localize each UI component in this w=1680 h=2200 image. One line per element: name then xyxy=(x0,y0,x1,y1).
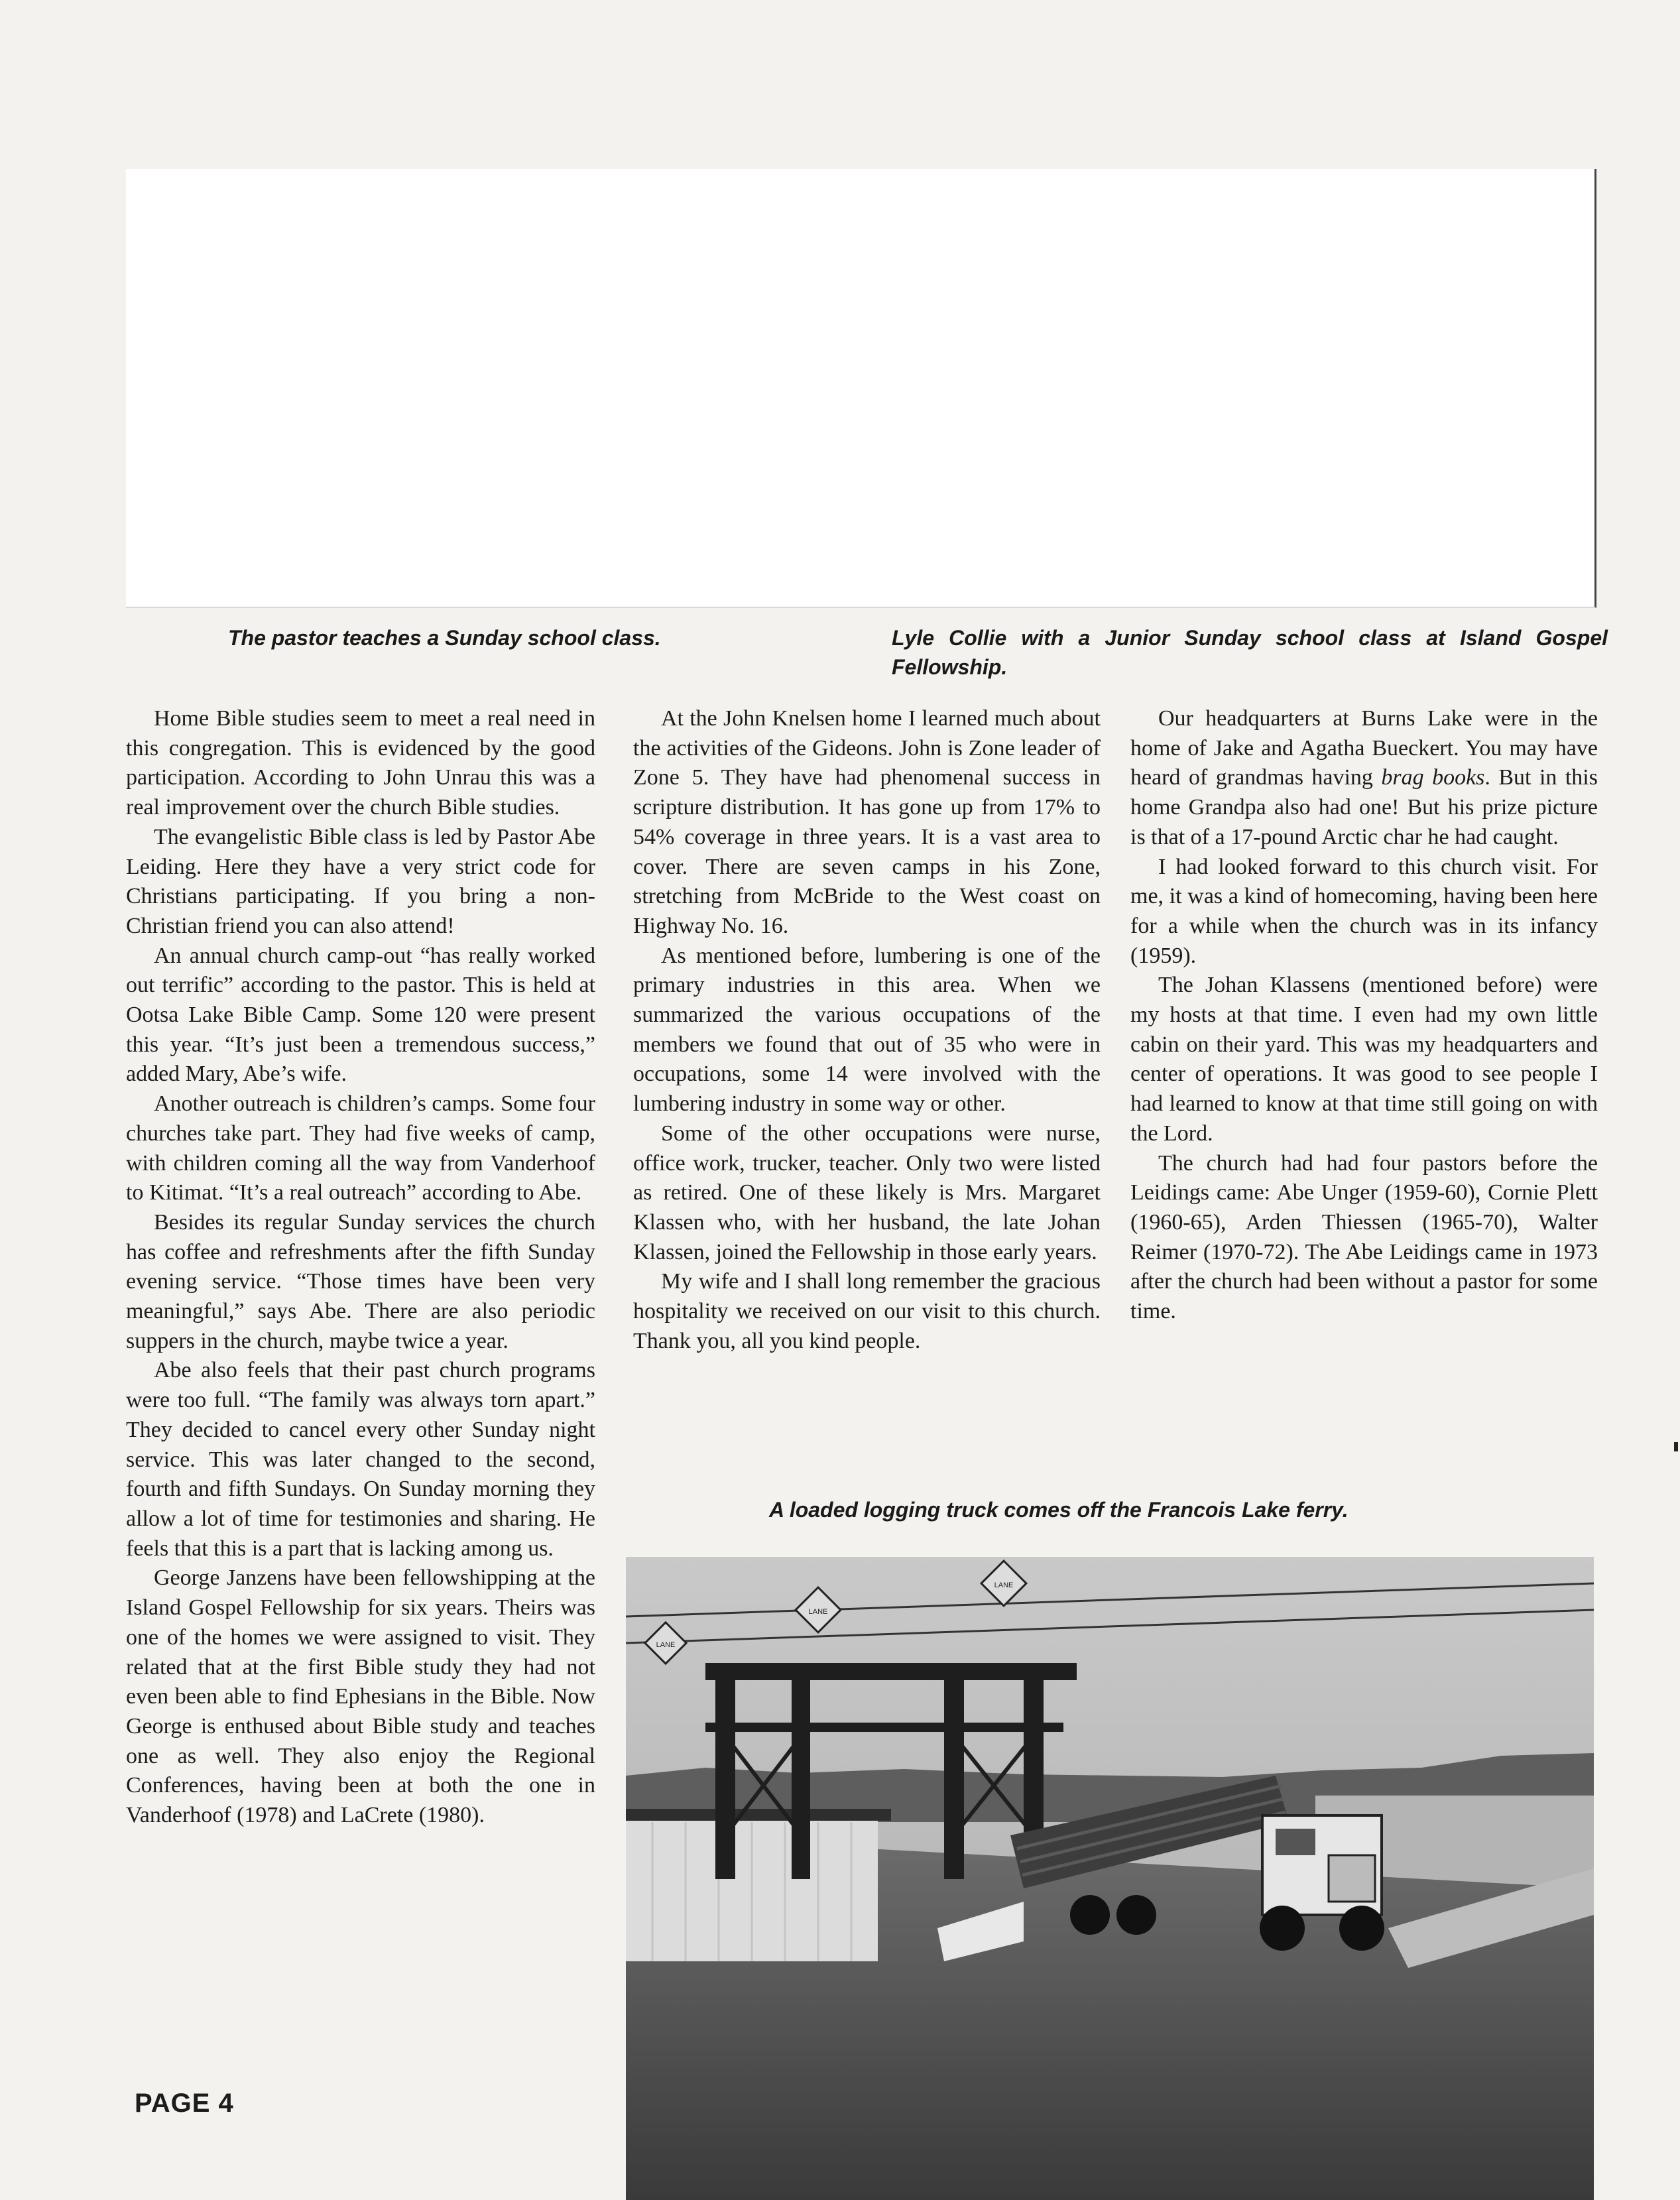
paragraph: An annual church camp-out “has really worked out terrific” according to the pastor. This is held at Ootsa Lake Bible Camp. Some 120 were present this year. “It’s just been a tremendous success,” added Mary, Abe’s wife. xyxy=(126,943,595,1087)
paragraph: The church had had four pastors before the Leidings came: Abe Unger (1959-60), Cornie Plett (1960-65), Arden Thiessen (1965-70), Walter Reimer (1970-72). The Abe Leidings came in 1973 after the church had been without a pastor for some time. xyxy=(1130,1150,1598,1324)
caption-pastor-class: The pastor teaches a Sunday school class. xyxy=(228,626,661,650)
lane-sign-text: LANE xyxy=(808,1608,828,1616)
italic-phrase: brag books xyxy=(1381,765,1485,790)
paragraph: The Johan Klassens (mentioned before) were my hosts at that time. I even had my own little cabin on their yard. This was my headquarters and center of operations. It was good to see people I had learned to know at that time still going on with the Lord. xyxy=(1130,973,1598,1146)
building-roof xyxy=(626,1809,891,1821)
paragraph: Home Bible studies seem to meet a real need in this congregation. This is evidenced by the good participation. According to John Unrau this was a real improvement over the church Bible studies. xyxy=(126,706,595,820)
paragraph: Besides its regular Sunday services the church has coffee and refreshments after the fifth Sunday evening service. “Those times have been very meaningful,” says Abe. There are also periodic suppers in the church, maybe twice a year. xyxy=(126,1209,595,1353)
paragraph xyxy=(1130,704,1598,853)
ferry-photo-illustration xyxy=(626,1557,1594,2200)
lane-sign-text: LANE xyxy=(656,1641,676,1649)
ferry-logging-truck-photo xyxy=(626,1557,1594,2200)
paragraph: Some of the other occupations were nurse, office work, trucker, teacher. Only two were listed as retired. One of these likely is Mrs. Margaret Klassen who, with her husband, the late Johan Klassen, joined the Fellowship in those early years. xyxy=(633,1121,1101,1264)
text-run: Our headquarters at Burns Lake were in the home of Jake and Agatha Bueckert. You may have heard of grandmas having xyxy=(1130,706,1598,790)
paragraph: Another outreach is children’s camps. Some four churches take part. They had five weeks of camp, with children coming all the way from Vanderhoof to Kitimat. “It’s a real outreach” according to Abe. xyxy=(126,1091,595,1205)
article-column-2 xyxy=(633,704,1101,1356)
paragraph: At the John Knelsen home I learned much about the activities of the Gideons. John is Zone leader of Zone 5. They have had phenomenal success in scripture distribution. It has gone up from 17% to 54% coverage in three years. It is a vast area to cover. There are seven camps in his Zone, stretching from McBride to the West coast on Highway No. 16. xyxy=(633,706,1101,938)
sunday-school-photos-blank xyxy=(126,169,1596,608)
edge-mark xyxy=(1674,1442,1678,1451)
article-column-3 xyxy=(1130,704,1598,1327)
paragraph: As mentioned before, lumbering is one of the primary industries in this area. When we summarized the various occupations of the members we found that out of 35 who were in occupations, some 14 were involved with the lumbering industry in some way or other. xyxy=(633,943,1101,1117)
paragraph: George Janzens have been fellowshipping at the Island Gospel Fellowship for six years. Theirs was one of the homes we were assigned to visit. They related that at the first Bible study they had not even been able to find Ephesians in the Bible. Now George is enthused about Bible study and teaches one as well. They also enjoy the Regional Conferences, having been at both the one in Vanderhoof (1978) and LaCrete (1980). xyxy=(126,1565,595,1828)
paragraph: I had looked forward to this church visit. For me, it was a kind of homecoming, having been here for a while when the church was in its infancy (1959). xyxy=(1130,854,1598,968)
paragraph: The evangelistic Bible class is led by Pastor Abe Leiding. Here they have a very strict code for Christians participating. If you bring a non-Christian friend you can also attend! xyxy=(126,824,595,938)
paragraph: Abe also feels that their past church programs were too full. “The family was always torn apart.” They decided to cancel every other Sunday night service. This was later changed to the second, fourth and fifth Sundays. On Sunday morning they allow a lot of time for testimonies and sharing. He feels that this is a part that is lacking among us. xyxy=(126,1358,595,1561)
paragraph: My wife and I shall long remember the gracious hospitality we received on our visit to this church. Thank you, all you kind people. xyxy=(633,1269,1101,1353)
text-run: . But in this home Grandpa also had one! But his prize picture is that of a 17-pound Arctic char he had caught. xyxy=(1130,765,1598,849)
lane-sign-text: LANE xyxy=(994,1581,1014,1589)
article-column-1 xyxy=(126,704,595,1831)
page-number: PAGE 4 xyxy=(135,2089,234,2118)
caption-junior-class: Lyle Collie with a Junior Sunday school class at Island Gospel Fellowship. xyxy=(892,626,1608,679)
caption-ferry: A loaded logging truck comes off the Francois Lake ferry. xyxy=(769,1498,1349,1522)
